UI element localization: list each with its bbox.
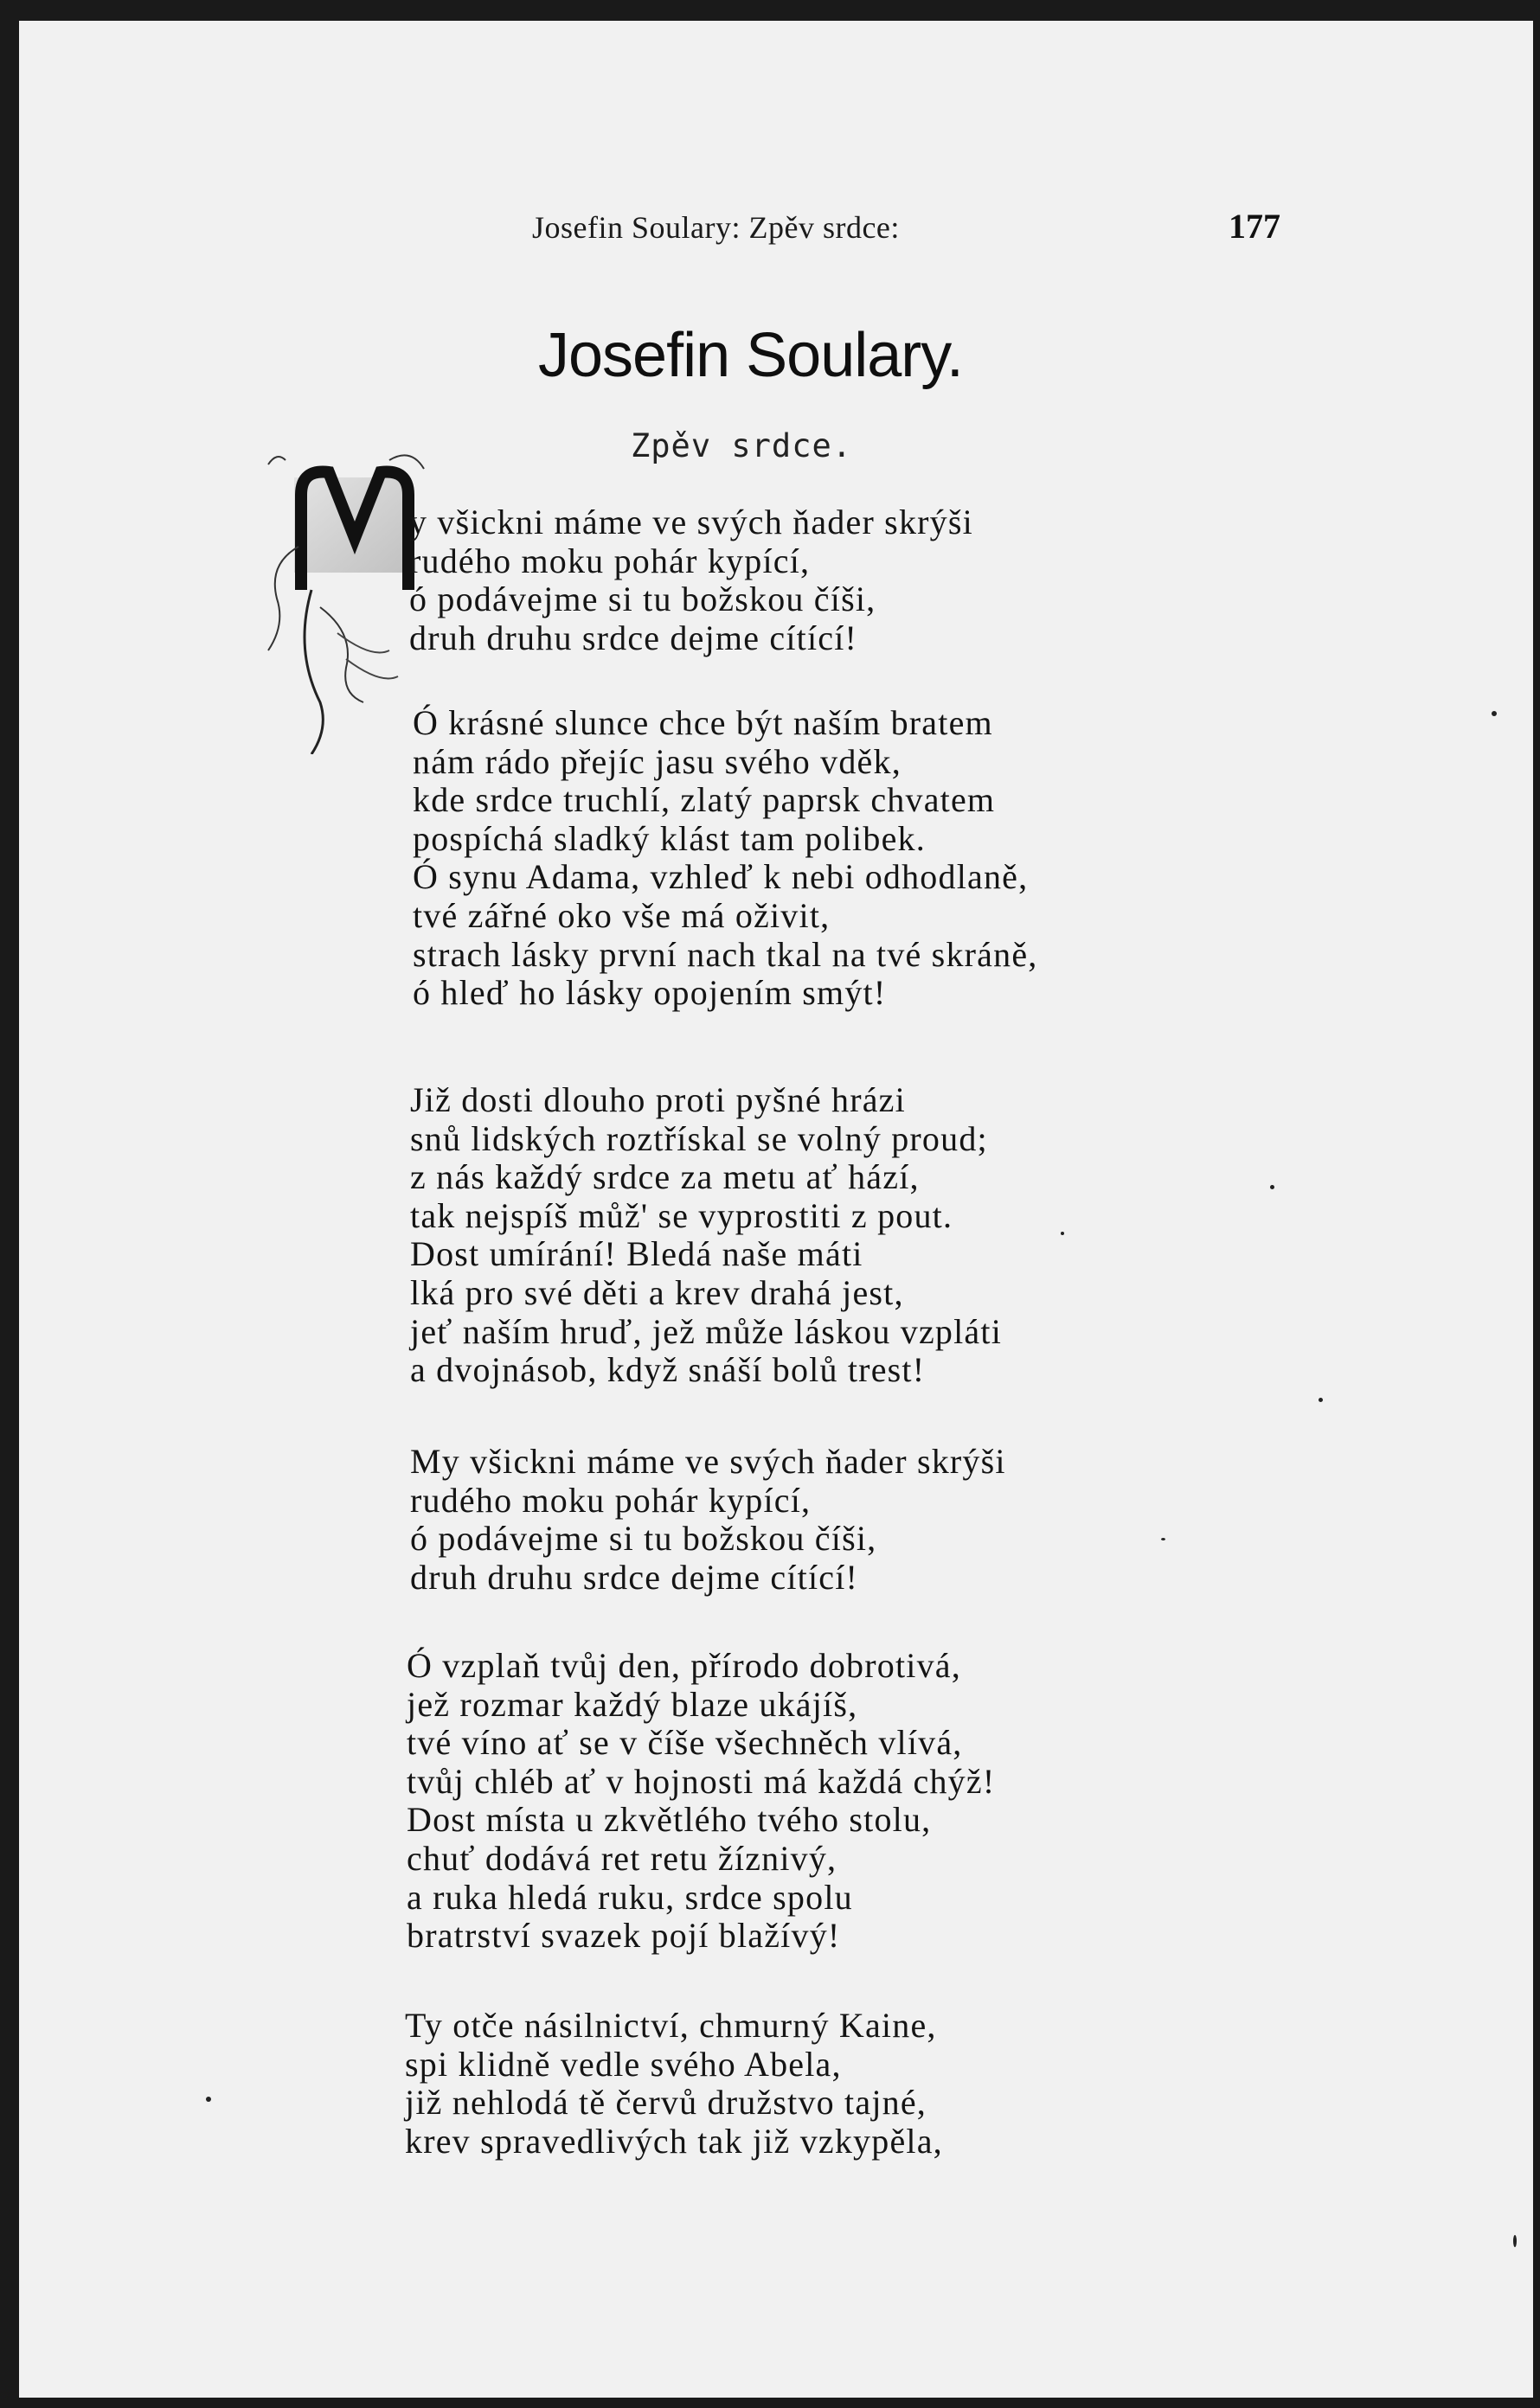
poem-line: My všickni máme ve svých ňader skrýši (410, 1442, 1006, 1481)
poem-line: jeť naším hruď, jež může láskou vzpláti (410, 1311, 1003, 1351)
poem-line: tvé zářné oko vše má oživit, (413, 895, 831, 935)
poem-line: bratrství svazek pojí blažívý! (407, 1916, 841, 1956)
poem-line: Ó vzplaň tvůj den, přírodo dobrotivá, (407, 1646, 961, 1685)
poem-line: lká pro své děti a krev drahá jest, (410, 1272, 904, 1312)
poem-subtitle: Zpěv srdce. (631, 427, 853, 464)
stanza-2 (19, 704, 1533, 1013)
poem-author-title: Josefin Soulary. (538, 321, 963, 390)
poem-line: již nehlodá tě červů družstvo tajné, (405, 2083, 927, 2123)
poem-line: rudého moku pohár kypící, (409, 541, 811, 580)
poem-line: a dvojnásob, když snáší bolů trest! (410, 1350, 926, 1390)
ink-speck (1319, 1398, 1323, 1402)
poem-line: Ó synu Adama, vzhleď k nebi odhodlaně, (413, 857, 1029, 897)
poem-line: druh druhu srdce dejme cítící! (410, 1557, 859, 1597)
poem-line: tvůj chléb ať v hojnosti má každá chýž! (407, 1761, 996, 1801)
poem-line: chuť dodává ret retu žíznivý, (407, 1838, 837, 1878)
poem-line: ó hleď ho lásky opojením smýt! (413, 973, 887, 1013)
poem-line: Dost místa u zkvětlého tvého stolu, (407, 1800, 932, 1840)
poem-line: rudého moku pohár kypící, (410, 1480, 812, 1520)
initial-letter: M (350, 574, 359, 584)
poem-line: spi klidně vedle svého Abela, (405, 2044, 842, 2084)
poem-line: y všickni máme ve svých ňader skrýši (409, 503, 973, 541)
poem-line: ó podávejme si tu božskou číši, (409, 580, 876, 619)
stanza-3 (19, 1081, 1533, 1390)
poem-line: z nás každý srdce za metu ať hází, (410, 1157, 920, 1197)
stanza-4 (19, 1443, 1533, 1597)
stanza-1 (19, 503, 1533, 657)
poem-line: tak nejspíš můž' se vyprostiti z pout. (410, 1195, 953, 1235)
poem-line: kde srdce truchlí, zlatý paprsk chvatem (413, 780, 996, 820)
ink-speck (1492, 711, 1497, 716)
poem-line: Již dosti dlouho proti pyšné hrázi (410, 1080, 906, 1119)
ink-speck (1270, 1185, 1274, 1189)
ink-speck (206, 2097, 211, 2102)
poem-line: nám rádo přejíc jasu svého vděk, (413, 741, 902, 781)
stanza-6 (19, 2007, 1533, 2161)
poem-line: pospíchá sladký klást tam polibek. (413, 818, 926, 858)
poem-line: Ó krásné slunce chce být naším bratem (413, 703, 993, 742)
poem-line: Ty otče násilnictví, chmurný Kaine, (405, 2006, 937, 2045)
poem-line: a ruka hledá ruku, srdce spolu (407, 1877, 853, 1917)
poem-line: tvé víno ať se v číše všechněch vlívá, (407, 1723, 963, 1763)
poem-line: strach lásky první nach tkal na tvé skráně, (413, 934, 1038, 974)
stanza-5 (19, 1647, 1533, 1956)
ink-speck (1061, 1232, 1064, 1235)
page-number: 177 (1229, 207, 1280, 246)
poem-line: krev spravedlivých tak již vzkypěla, (405, 2121, 943, 2161)
poem-line: ó podávejme si tu božskou číši, (410, 1519, 877, 1559)
ink-speck (1513, 2235, 1517, 2247)
book-page (19, 21, 1533, 2398)
running-title: Josefin Soulary: Zpěv srdce: (532, 210, 900, 245)
ink-speck (1161, 1538, 1165, 1540)
poem-line: druh druhu srdce dejme cítící! (409, 618, 858, 657)
poem-line: jež rozmar každý blaze ukájíš, (407, 1684, 858, 1724)
poem-line: Dost umírání! Bledá naše máti (410, 1234, 863, 1274)
poem-line: snů lidských roztřískal se volný proud; (410, 1118, 988, 1158)
